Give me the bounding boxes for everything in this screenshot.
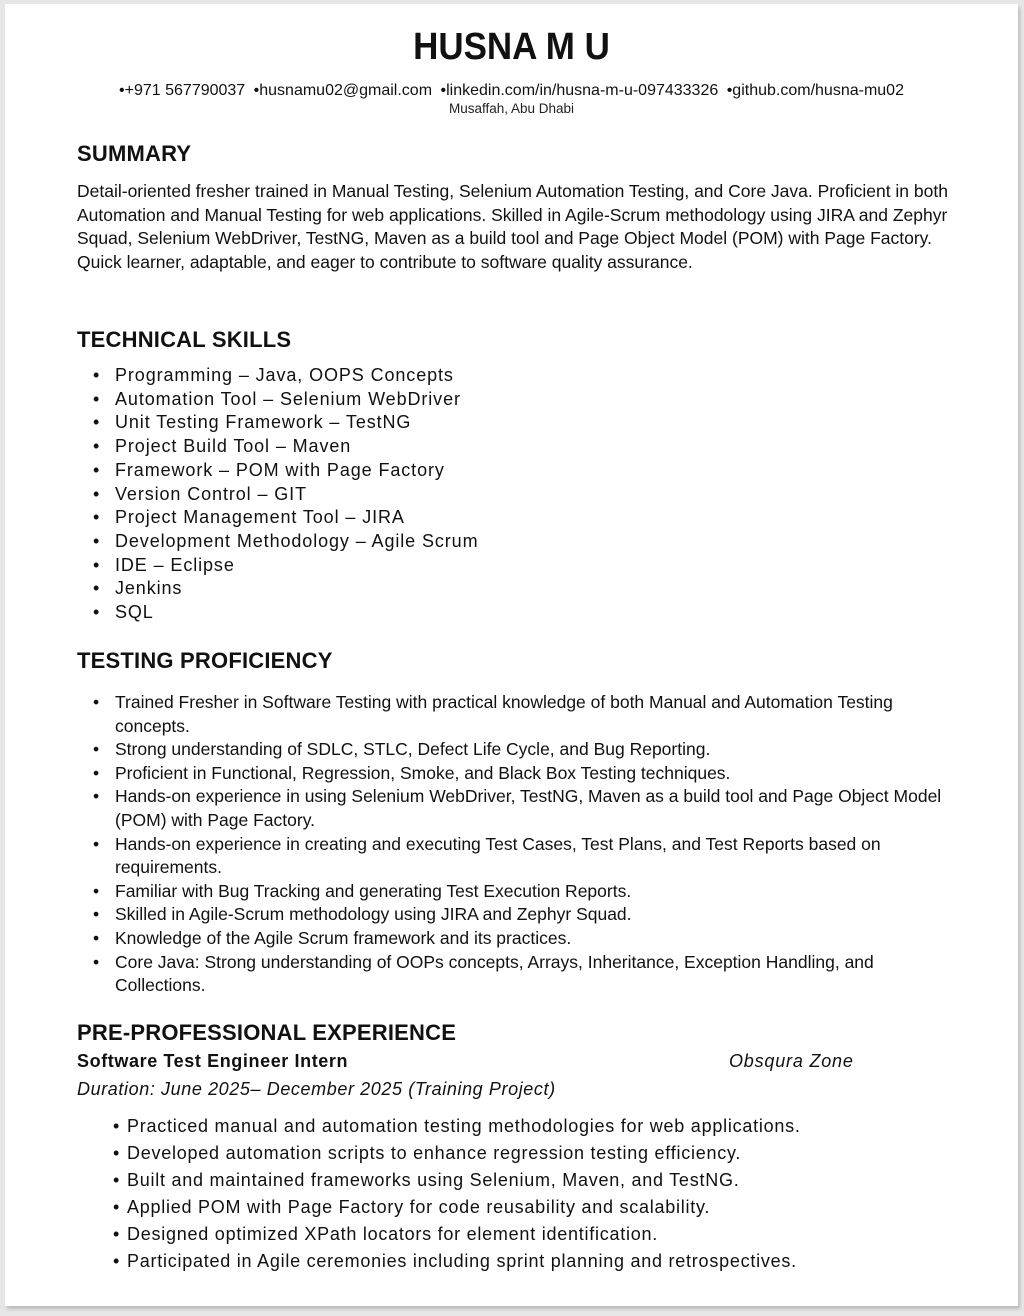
- resume-page: [5, 4, 1018, 1306]
- proficiency-item: • Strong understanding of SDLC, STLC, Defect Life Cycle, and Bug Reporting.: [93, 738, 963, 762]
- linkedin-link[interactable]: •linkedin.com/in/husna-m-u-097433326: [440, 82, 719, 99]
- candidate-name: HUSNA M U: [413, 26, 610, 68]
- proficiency-item: • Core Java: Strong understanding of OOPs concepts, Arrays, Inheritance, Exception Handling, and Collections.: [93, 951, 963, 998]
- skill-item: • Jenkins: [93, 577, 478, 601]
- technical-skills-list: [93, 364, 478, 625]
- skill-item: • Framework – POM with Page Factory: [93, 459, 478, 483]
- experience-heading: PRE-PROFESSIONAL EXPERIENCE: [77, 1020, 457, 1045]
- skill-item: • Automation Tool – Selenium WebDriver: [93, 388, 478, 412]
- skill-item: • Programming – Java, OOPS Concepts: [93, 364, 478, 388]
- proficiency-item: • Hands-on experience in creating and executing Test Cases, Test Plans, and Test Reports based on requirements.: [93, 833, 963, 880]
- company-name: Obsqura Zone: [729, 1051, 854, 1071]
- proficiency-item: • Proficient in Functional, Regression, Smoke, and Black Box Testing techniques.: [93, 762, 963, 786]
- testing-proficiency-heading: TESTING PROFICIENCY: [77, 648, 333, 673]
- experience-item: • Practiced manual and automation testing methodologies for web applications.: [113, 1113, 801, 1140]
- proficiency-item: • Trained Fresher in Software Testing with practical knowledge of both Manual and Automation Testing concepts.: [93, 691, 963, 738]
- proficiency-item: • Knowledge of the Agile Scrum framework and its practices.: [93, 927, 963, 951]
- location: Musaffah, Abu Dhabi: [448, 101, 575, 116]
- proficiency-item: • Hands-on experience in using Selenium WebDriver, TestNG, Maven as a build tool and Page Object Model (POM) with Page Factory.: [93, 785, 963, 832]
- phone: •+971 567790037: [119, 82, 246, 99]
- proficiency-item: • Skilled in Agile-Scrum methodology using JIRA and Zephyr Squad.: [93, 903, 963, 927]
- job-title: Software Test Engineer Intern: [77, 1051, 349, 1071]
- experience-item: • Developed automation scripts to enhance regression testing efficiency.: [113, 1140, 801, 1167]
- github-link[interactable]: •github.com/husna-mu02: [726, 82, 904, 99]
- experience-list: [113, 1113, 801, 1275]
- summary-text: Detail-oriented fresher trained in Manual Testing, Selenium Automation Testing, and Core Java. Proficient in both Automation and Manual Testing for web applications. Skilled in Agile-Scrum methodology using JIRA and Zephyr Squad, Selenium WebDriver, TestNG, Maven as a build tool and Page Object Model (POM) with Page Factory. Quick learner, adaptable, and eager to contribute to software quality assurance.: [77, 181, 948, 272]
- technical-skills-heading: TECHNICAL SKILLS: [77, 327, 292, 352]
- summary-heading: SUMMARY: [77, 141, 192, 166]
- skill-item: • IDE – Eclipse: [93, 554, 478, 578]
- email-link[interactable]: •husnamu02@gmail.com: [253, 82, 433, 99]
- skill-item: • Development Methodology – Agile Scrum: [93, 530, 478, 554]
- experience-item: • Applied POM with Page Factory for code reusability and scalability.: [113, 1194, 801, 1221]
- experience-item: • Participated in Agile ceremonies including sprint planning and retrospectives.: [113, 1248, 801, 1275]
- experience-item: • Built and maintained frameworks using Selenium, Maven, and TestNG.: [113, 1167, 801, 1194]
- skill-item: • Version Control – GIT: [93, 483, 478, 507]
- testing-proficiency-list: [93, 691, 963, 998]
- experience-item: • Designed optimized XPath locators for element identification.: [113, 1221, 801, 1248]
- skill-item: • Project Build Tool – Maven: [93, 435, 478, 459]
- skill-item: • Project Management Tool – JIRA: [93, 506, 478, 530]
- skill-item: • SQL: [93, 601, 478, 625]
- proficiency-item: • Familiar with Bug Tracking and generating Test Execution Reports.: [93, 880, 963, 904]
- skill-item: • Unit Testing Framework – TestNG: [93, 411, 478, 435]
- contact-line: [5, 82, 1018, 100]
- job-duration: Duration: June 2025– December 2025 (Training Project): [77, 1079, 556, 1099]
